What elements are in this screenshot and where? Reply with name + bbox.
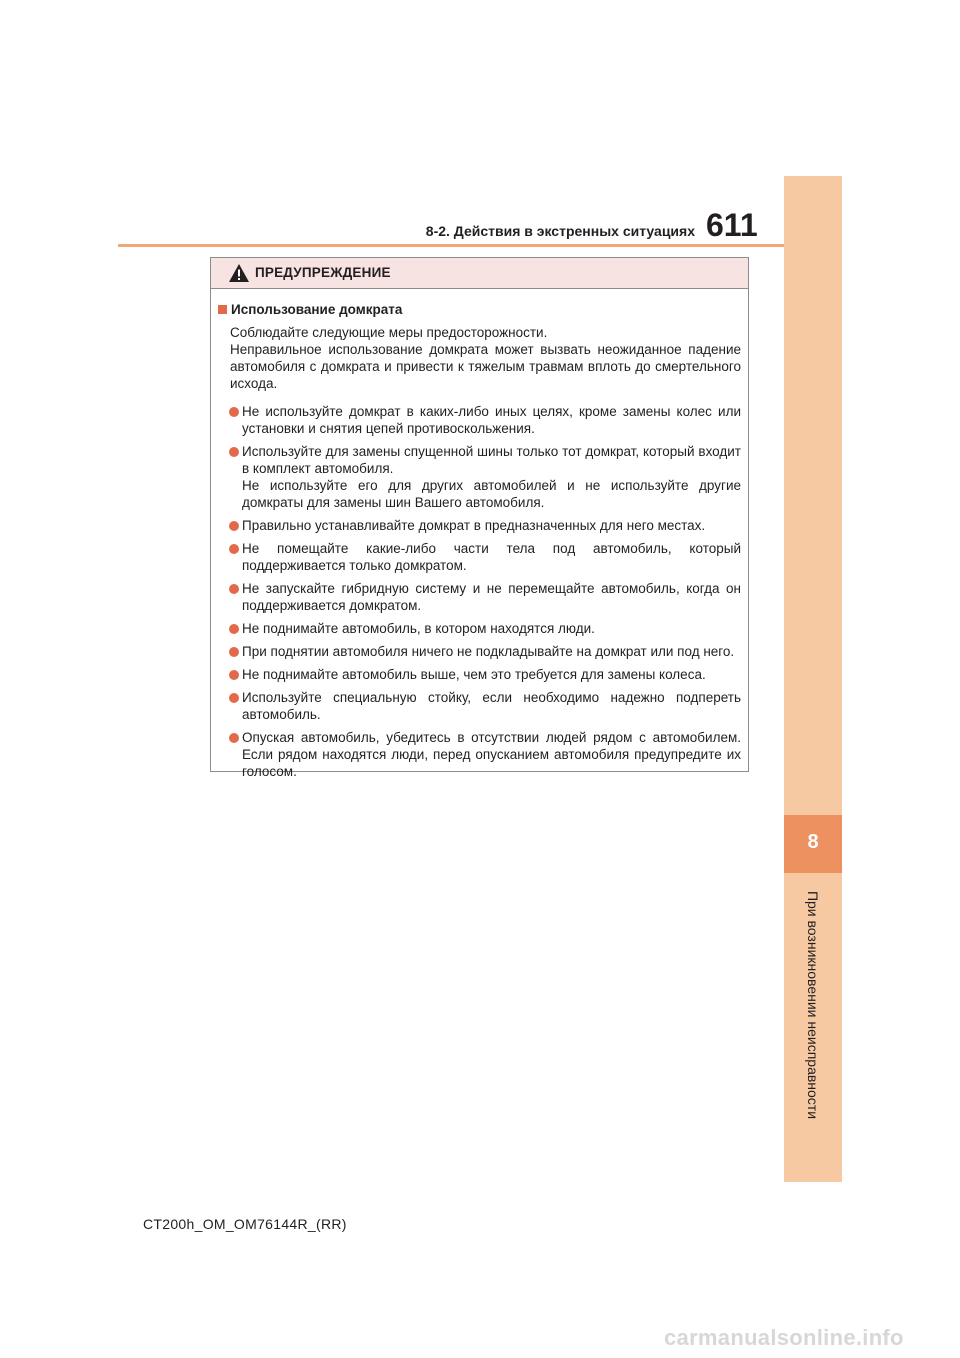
warning-title: ПРЕДУПРЕЖДЕНИЕ [255, 265, 391, 280]
warning-body [211, 289, 748, 780]
list-item-text: Не используйте домкрат в каких-либо иных целях, кроме замены колес или установки и снятия цепей противоскольжения. [242, 404, 741, 436]
list-item [218, 689, 741, 723]
list-item [218, 643, 741, 660]
bullet-dot-icon [229, 447, 239, 457]
bullet-dot-icon [229, 407, 239, 417]
warning-triangle-icon [228, 263, 250, 283]
warning-intro [218, 324, 741, 392]
chapter-box[interactable] [784, 815, 842, 873]
chapter-number: 8 [807, 831, 819, 853]
square-bullet-icon [218, 305, 227, 314]
bullet-dot-icon [229, 693, 239, 703]
list-item-text: Не помещайте какие-либо части тела под автомобиль, который поддерживается только домкратом. [242, 541, 741, 573]
bullet-dot-icon [229, 584, 239, 594]
warning-subheading [218, 301, 741, 318]
list-item [218, 443, 741, 511]
list-item-text: Используйте специальную стойку, если необходимо надежно подпереть автомобиль. [242, 690, 741, 722]
subheading-text: Использование домкрата [231, 302, 403, 317]
list-item [218, 540, 741, 574]
warning-items [218, 403, 741, 780]
list-item [218, 620, 741, 637]
list-item [218, 517, 741, 534]
header-rule [118, 244, 784, 247]
bullet-dot-icon [229, 624, 239, 634]
list-item-text: При поднятии автомобиля ничего не подкладывайте на домкрат или под него. [242, 644, 735, 659]
bullet-dot-icon [229, 544, 239, 554]
warning-box [210, 257, 749, 779]
bullet-dot-icon [229, 521, 239, 531]
list-item [218, 729, 741, 780]
bullet-dot-icon [229, 733, 239, 743]
list-item-text: Не поднимайте автомобиль, в котором находятся люди. [242, 621, 595, 636]
list-item [218, 666, 741, 683]
list-item [218, 580, 741, 614]
list-item-text-continued: Не используйте его для других автомобилей и не используйте другие домкраты для замены шин Вашего автомобиля. [242, 478, 741, 510]
list-item-text: Правильно устанавливайте домкрат в предназначенных для него местах. [242, 518, 706, 533]
list-item [218, 403, 741, 437]
page-number: 611 [706, 207, 758, 243]
intro-line-2: Неправильное использование домкрата может вызвать неожиданное падение автомобиля с домкрата и привести к тяжелым травмам вплоть до смертельного исхода. [230, 342, 741, 391]
chapter-title: При возникновении неисправности [805, 890, 821, 1120]
list-item-text: Не поднимайте автомобиль выше, чем это требуется для замены колеса. [242, 667, 706, 682]
list-item-text: Используйте для замены спущенной шины только тот домкрат, который входит в комплект автомобиля. [242, 444, 741, 476]
section-title: 8-2. Действия в экстренных ситуациях [425, 223, 695, 239]
list-item-text: Не запускайте гибридную систему и не перемещайте автомобиль, когда он поддерживается домкратом. [242, 581, 741, 613]
bullet-dot-icon [229, 670, 239, 680]
watermark: carmanualsonline.info [664, 1325, 904, 1350]
document-code: CT200h_OM_OM76144R_(RR) [143, 1216, 347, 1232]
bullet-dot-icon [229, 647, 239, 657]
intro-line-1: Соблюдайте следующие меры предосторожности. [230, 325, 548, 340]
warning-header [211, 258, 748, 289]
list-item-text: Опуская автомобиль, убедитесь в отсутствии людей рядом с автомобилем. Если рядом находятся люди, перед опусканием автомобиля предупредите их голосом. [242, 730, 741, 779]
